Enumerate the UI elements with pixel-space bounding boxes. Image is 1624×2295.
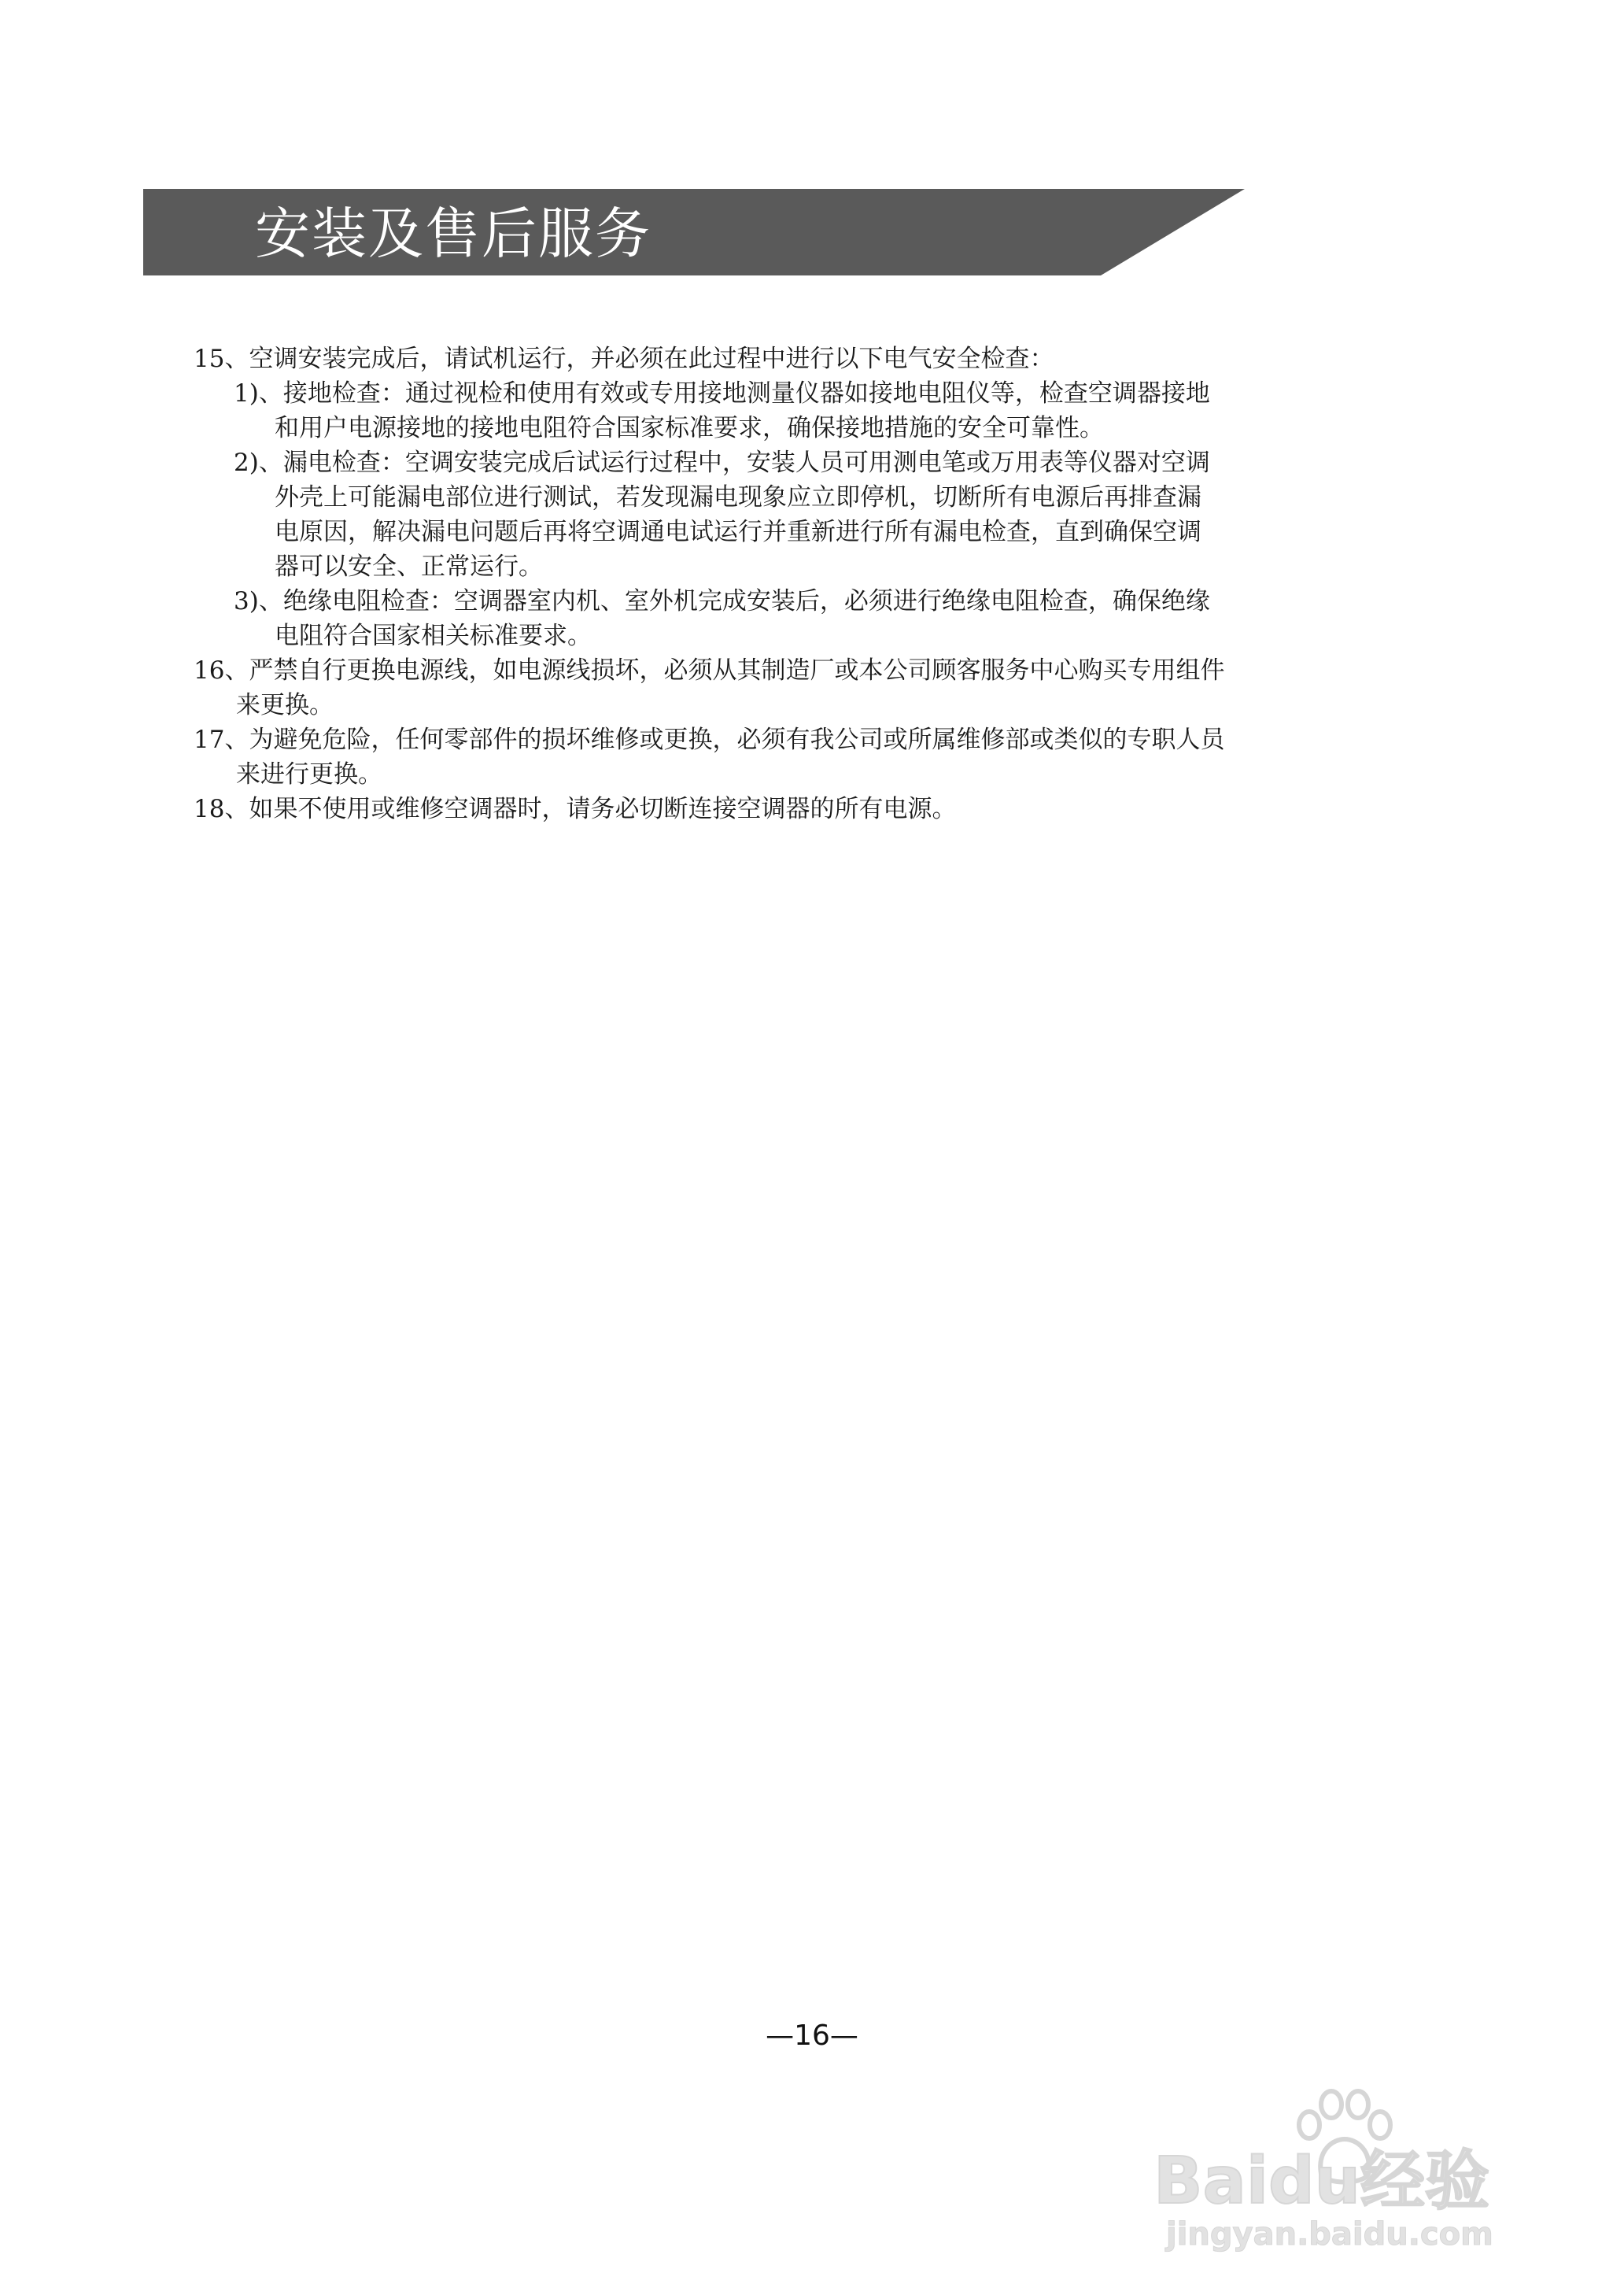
item-number: 17 — [194, 726, 225, 754]
sub-item-2-line-1 — [234, 445, 1374, 480]
sub-item-number: 1) — [234, 379, 259, 408]
list-item-16 — [194, 653, 1374, 722]
sub-item-3-line-1 — [234, 584, 1374, 619]
list-item-17 — [194, 722, 1374, 792]
list-item-18 — [194, 792, 1374, 826]
item-text: 、严禁自行更换电源线，如电源线损坏，必须从其制造厂或本公司顾客服务中心购买专用组件 — [224, 656, 1225, 685]
sub-item-1-line-2: 和用户电源接地的接地电阻符合国家标准要求，确保接地措施的安全可靠性。 — [275, 414, 1104, 442]
sub-item-3-line-2: 电阻符合国家相关标准要求。 — [275, 622, 592, 650]
item-16-line-1 — [194, 653, 1374, 688]
item-number: 18 — [194, 795, 225, 823]
item-text: 、为避免危险，任何零部件的损坏维修或更换，必须有我公司或所属维修部或类似的专职人员 — [224, 726, 1225, 754]
item-15-line-1 — [194, 342, 1374, 376]
sub-item-2-line-2: 外壳上可能漏电部位进行测试，若发现漏电现象应立即停机，切断所有电源后再排查漏 — [275, 483, 1201, 512]
list-item-15 — [194, 342, 1374, 653]
sub-item-number: 3) — [234, 587, 259, 615]
item-17-line-1 — [194, 722, 1374, 757]
item-text: 、空调安装完成后，请试机运行，并必须在此过程中进行以下电气安全检查： — [224, 345, 1054, 373]
section-header-banner — [143, 189, 1245, 275]
section-title: 安装及售后服务 — [255, 201, 651, 266]
sub-item-1-line-1 — [234, 376, 1374, 411]
watermark-brand: Baidu经验 — [1153, 2144, 1490, 2219]
item-18-line-1 — [194, 792, 1374, 826]
sub-item-2 — [194, 445, 1374, 584]
sub-item-number: 2) — [234, 449, 259, 477]
item-text: 、如果不使用或维修空调器时，请务必切断连接空调器的所有电源。 — [224, 795, 957, 823]
sub-item-3 — [194, 584, 1374, 653]
sub-item-2-line-3: 电原因，解决漏电问题后再将空调通电试运行并重新进行所有漏电检查，直到确保空调 — [275, 518, 1201, 546]
sub-item-text: 、接地检查：通过视检和使用有效或专用接地测量仪器如接地电阻仪等，检查空调器接地 — [258, 379, 1210, 408]
item-number: 16 — [194, 656, 225, 685]
page-number: —16— — [766, 2020, 858, 2052]
watermark-url: jingyan.baidu.com — [1166, 2216, 1493, 2252]
instructions-list — [194, 342, 1374, 826]
baidu-watermark — [1153, 2087, 1563, 2260]
item-17-line-2: 来进行更换。 — [236, 760, 382, 789]
item-number: 15 — [194, 345, 225, 373]
sub-item-2-line-4: 器可以安全、正常运行。 — [275, 552, 543, 581]
sub-item-text: 、漏电检查：空调安装完成后试运行过程中，安装人员可用测电笔或万用表等仪器对空调 — [258, 449, 1210, 477]
item-16-line-2: 来更换。 — [236, 691, 334, 719]
sub-item-text: 、绝缘电阻检查：空调器室内机、室外机完成安装后，必须进行绝缘电阻检查，确保绝缘 — [258, 587, 1210, 615]
sub-item-1 — [194, 376, 1374, 445]
